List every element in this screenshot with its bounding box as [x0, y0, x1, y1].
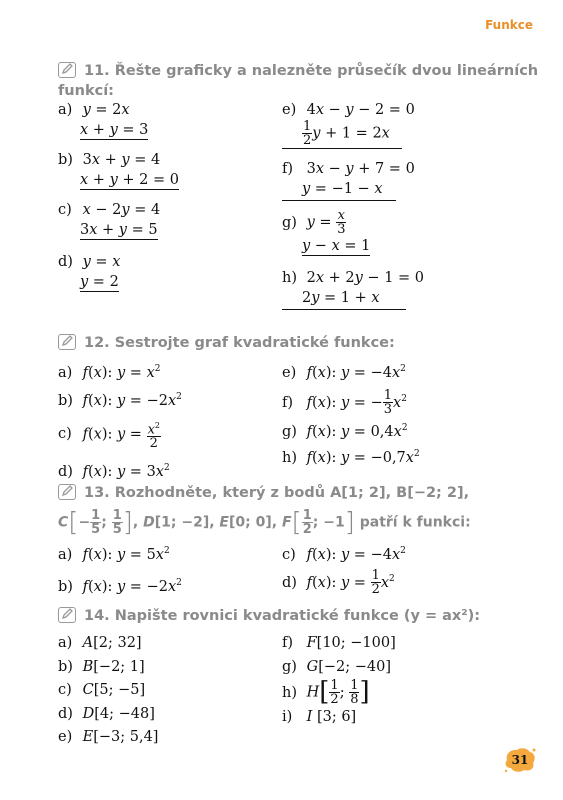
pencil-icon [58, 334, 76, 350]
task-12-heading: 12. Sestrojte graf kvadratické funkce: [58, 333, 395, 353]
pencil-icon [58, 484, 76, 500]
task-13-heading: 13. Rozhodněte, který z bodů A[1; 2], B[−2; 2], [58, 483, 469, 503]
task-11-left: a) y = 2x x + y = 3 b) 3x + y = 4 x + y + 2 = 0 c) x − 2y = 4 3x + y = 5 d) y = x y = 2 [58, 102, 179, 290]
task-11-right: e) 4x − y − 2 = 0 $\frac{1}{2}$ y + 1 = 2x f) 3x − y + 7 = 0 y = −1 − x g) y = $\frac{x}{3}$ y − x = 1 h) 2x + 2y − 1 = 0 2y = 1 + x [282, 100, 424, 310]
task-14-heading: 14. Napište rovnici kvadratické funkce (y = ax²): [58, 606, 480, 626]
running-header: Funkce [485, 18, 533, 32]
task-12-left: a) f(x): $y = x^2$ b) f(x): $y = -2x^2$ c) f(x): y = $\frac{x^2}{2}$ d) f(x): $y = 3x^2$ [58, 364, 182, 480]
task-14-right: f) F[10; −100] g) G[−2; −40] h) H[ $\frac{1}{2}$ ; $\frac{1}{8}$ ] i) I [3; 6] [282, 635, 396, 725]
task-14-left: a) A[2; 32] b) B[−2; 1] c) C[5; −5] d) D[4; −48] e) E[−3; 5,4] [58, 635, 159, 745]
task-13-points: C[− $\frac{1}{5}$ ; $\frac{1}{5}$ ], D[1; −2], E[0; 0], F[ $\frac{1}{2}$ ; −1] patří k funkci: [58, 507, 471, 538]
task-13-right: c) f(x): $y = -4x^2$ d) f(x): y = $\frac{1}{2}$ $x^2$ [282, 546, 406, 598]
page-number-badge: 31 [503, 746, 537, 774]
pencil-icon [58, 607, 76, 623]
pencil-icon [58, 62, 76, 78]
task-12-right: e) f(x): $y = -4x^2$ f) f(x): y = − $\frac{1}{3}$ $x^2$ g) f(x): $y = 0,4x^2$ h) f(x): $y = -0,7x^2$ [282, 364, 420, 466]
task-11-heading: 11. Řešte graficky a nalezněte průsečík dvou lineárních funkcí: [58, 63, 539, 99]
task-13-left: a) f(x): $y = 5x^2$ b) f(x): $y = -2x^2$ [58, 546, 182, 595]
